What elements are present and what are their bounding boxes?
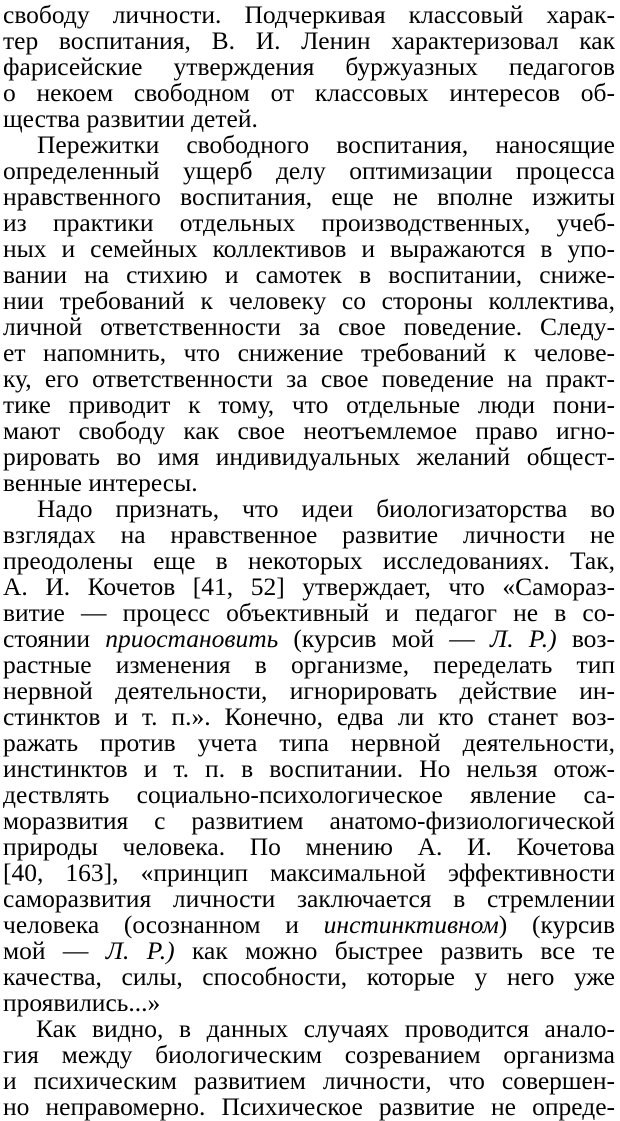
text-line: стинктов и т. п.». Конечно, едва ли кто станет воз-	[3, 702, 615, 731]
text-line: вании на стихию и самотек в воспитании, сниже-	[3, 260, 615, 289]
text-line: тер воспитания, В. И. Ленин характеризовал как	[3, 26, 615, 55]
italic-text: приостановить	[105, 624, 279, 653]
text-line: ку, его ответственности за свое поведение на практ-	[3, 364, 615, 393]
text-line: растные изменения в организме, переделать тип	[3, 650, 615, 679]
text-span: (курсив мой —	[278, 624, 490, 653]
text-span: ) (курсив	[498, 910, 615, 939]
text-line: венные интересы.	[3, 468, 198, 497]
italic-text: Л. Р.)	[489, 624, 557, 653]
text-line: и психическим развитием личности, что совершен-	[3, 1066, 615, 1095]
text-line: Пережитки свободного воспитания, наносящие	[37, 130, 615, 159]
text-line: А. И. Кочетов [41, 52] утверждает, что «Самораз-	[3, 572, 615, 601]
text-line: о некоем свободном от классовых интересов об-	[3, 78, 615, 107]
text-line: нервной деятельности, игнорировать действие ин-	[3, 676, 615, 705]
text-span: воз-	[556, 624, 615, 653]
text-line: свободу личности. Подчеркивая классовый харак-	[3, 0, 615, 29]
text-line: Как видно, в данных случаях проводится анало-	[36, 1014, 615, 1043]
text-span: человека (осознанном и	[3, 910, 299, 939]
text-line: нии требований к человеку со стороны коллектива,	[3, 286, 615, 315]
text-line: личной ответственности за свое поведение. Следу-	[3, 312, 615, 341]
text-line: мают свободу как свое неотъемлемое право игно-	[3, 416, 615, 445]
text-line: определенный ущерб делу оптимизации процесса	[3, 156, 615, 185]
text-line: Надо признать, что идеи биологизаторства во	[37, 494, 615, 523]
text-line: [40, 163], «принцип максимальной эффективности	[3, 858, 615, 887]
italic-text: инстинктивном	[323, 910, 499, 939]
text-line: взглядах на нравственное развитие личности не	[3, 520, 615, 549]
text-line: ных и семейных коллективов и выражаются в упо-	[3, 234, 615, 263]
text-line: щества развитии детей.	[3, 104, 258, 133]
text-line: инстинктов и т. п. в воспитании. Но нельзя отож-	[3, 754, 615, 783]
text-line: качества, силы, способности, которые у него уже	[3, 962, 615, 991]
text-line: но неправомерно. Психическое развитие не опреде-	[3, 1092, 615, 1121]
text-line: проявились...»	[3, 988, 161, 1017]
text-span: стоянии	[3, 624, 91, 653]
text-line: преодолены еще в некоторых исследованиях. Так,	[3, 546, 615, 575]
text-line: ражать против учета типа нервной деятельности,	[3, 728, 615, 757]
text-line: гия между биологическим созреванием организма	[3, 1040, 615, 1069]
text-line: природы человека. По мнению А. И. Кочетова	[3, 832, 615, 861]
text-span: мой —	[3, 936, 89, 965]
text-line	[3, 912, 615, 938]
text-line: витие — процесс объективный и педагог не в со-	[3, 598, 615, 627]
text-line: саморазвития личности заключается в стремлении	[3, 884, 615, 913]
text-line: рировать во имя индивидуальных желаний общест-	[3, 442, 615, 471]
text-line: из практики отдельных производственных, учеб-	[3, 208, 615, 237]
text-line	[3, 626, 615, 652]
text-line	[3, 938, 615, 964]
text-line: моразвития с развитием анатомо-физиологической	[3, 806, 615, 835]
text-line: нравственного воспитания, еще не вполне изжиты	[3, 182, 615, 211]
text-line: ет напомнить, что снижение требований к челове-	[3, 338, 615, 367]
text-line: фарисейские утверждения буржуазных педагогов	[3, 52, 615, 81]
text-span: как можно быстрее развить все те	[174, 936, 615, 965]
text-line: дествлять социально-психологическое явление са-	[3, 780, 615, 809]
italic-text: Л. Р.)	[105, 936, 175, 965]
text-line: тике приводит к тому, что отдельные люди пони-	[3, 390, 615, 419]
